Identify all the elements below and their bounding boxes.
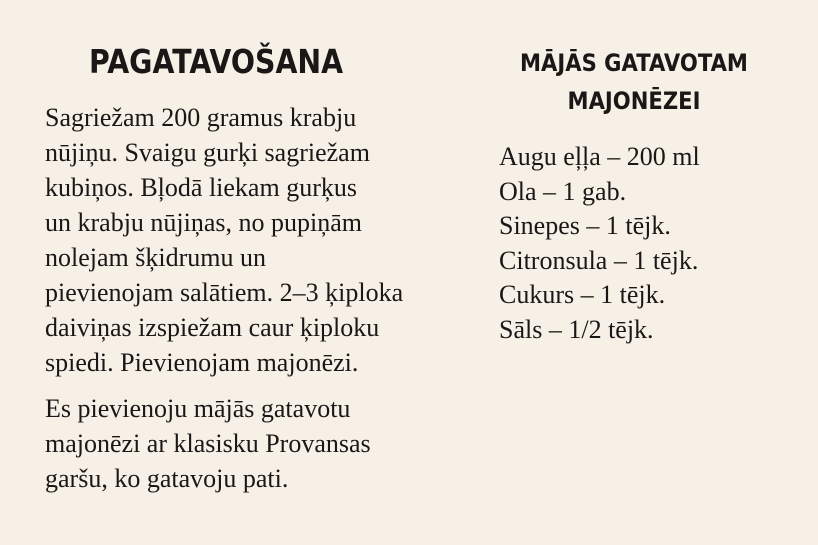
ingredient-item: Ola – 1 gab. [499,176,627,206]
ingredient-item: Cukurs – 1 tējk. [499,280,666,309]
preparation-section [45,40,485,496]
ingredient-list [499,140,799,347]
text-line: daiviņas izspiežam caur ķiploku [45,313,380,342]
text-line: un krabju nūjiņas, no pupiņām [45,208,363,237]
preparation-paragraph-1 [45,100,485,380]
mayonnaise-heading [515,44,753,120]
heading-line: MAJONĒZEI [567,87,701,115]
mayonnaise-section [499,44,799,347]
text-line: majonēzi ar klasisku Provansas [45,429,371,458]
text-line: kubiņos. Bļodā liekam gurķus [45,173,357,202]
ingredient-item: Citronsula – 1 tējk. [499,245,699,275]
text-line: garšu, ko gatavoju pati. [45,464,289,493]
text-line: spiedi. Pievienojam majonēzi. [45,348,359,377]
text-line: Sagriežam 200 gramus krabju [45,103,357,132]
text-line: Es pievienoju mājās gatavotu [45,394,351,423]
text-line: nolejam šķidrumu un [45,243,266,272]
heading-line: MĀJĀS GATAVOTAM [520,49,748,77]
preparation-paragraph-2 [45,391,485,496]
text-line: pievienojam salātiem. 2–3 ķiploka [45,278,404,307]
ingredient-item: Augu eļļa – 200 ml [499,142,700,171]
preparation-heading: PAGATAVOŠANA [89,42,344,81]
ingredient-item: Sinepes – 1 tējk. [499,211,671,240]
text-line: nūjiņu. Svaigu gurķi sagriežam [45,138,370,167]
ingredient-item: Sāls – 1/2 tējk. [499,314,654,344]
